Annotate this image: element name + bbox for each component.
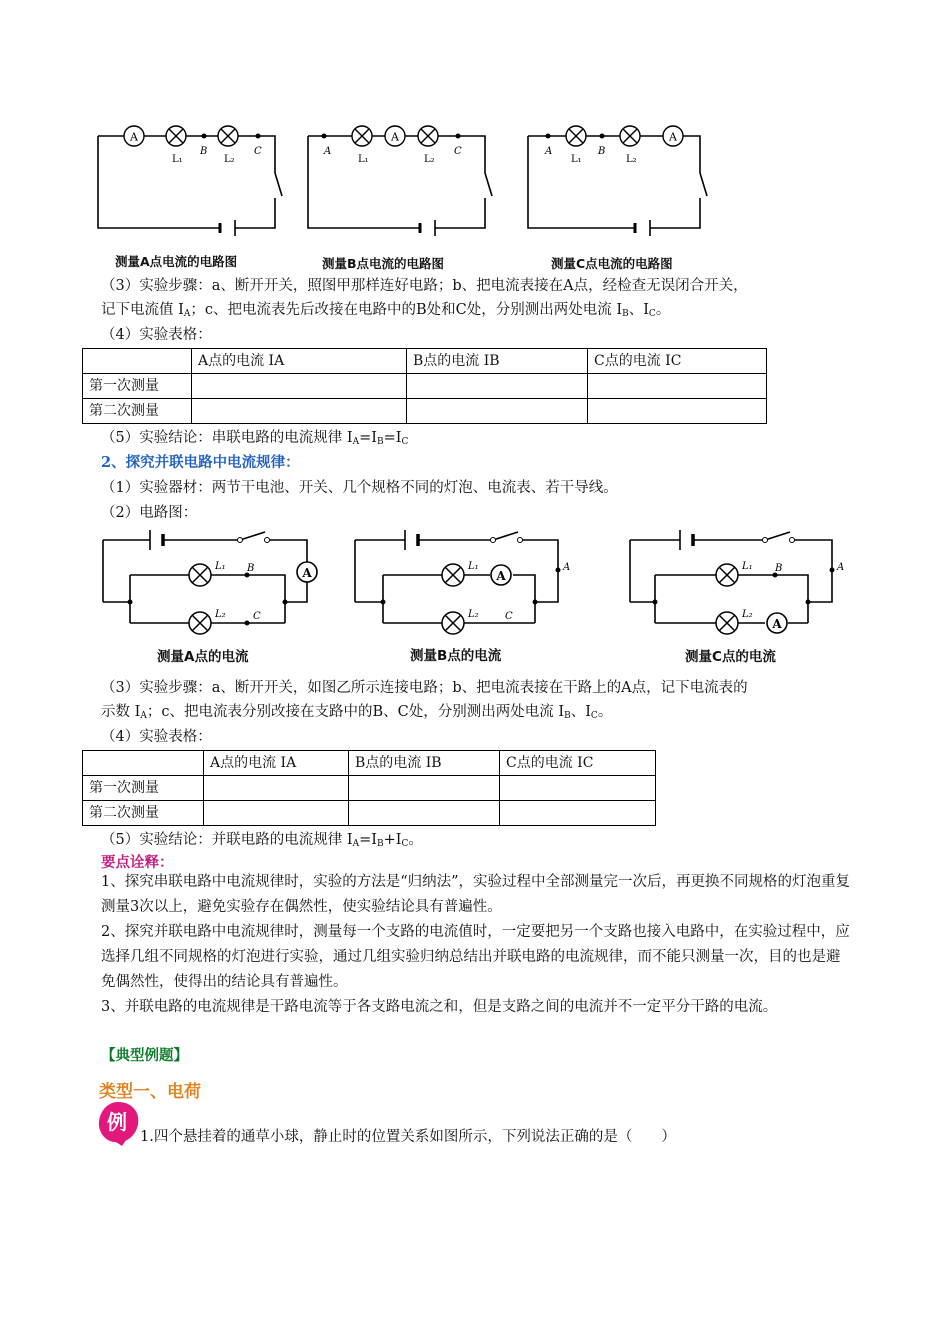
svg-text:L₂: L₂ (215, 609, 226, 620)
svg-text:C: C (454, 146, 462, 157)
svg-text:A: A (302, 566, 312, 580)
svg-text:A: A (545, 146, 553, 157)
parallel-step4: （4）实验表格： (101, 729, 212, 745)
series-step3-line1: （3）实验步骤：a、断开开关，照图甲那样连好电路；b、把电流表接在A点，经检查无误闭合开关， (101, 278, 748, 294)
notes-p3: 3、并联电路的电流规律是干路电流等于各支路电流之和，但是支路之间的电流并不一定平分干路的电流。 (101, 999, 778, 1015)
svg-text:C: C (505, 611, 513, 622)
svg-text:L₁: L₁ (358, 154, 369, 165)
svg-text:B: B (200, 146, 208, 157)
svg-text:L₁: L₁ (571, 154, 582, 165)
svg-text:A: A (837, 562, 845, 573)
parallel-table (82, 750, 656, 826)
parallel-conclusion: （5）实验结论：并联电路的电流规律 $I_A=I_B+I_C$。 (101, 832, 423, 849)
svg-text:L₁: L₁ (742, 561, 753, 572)
parallel-step1: （1）实验器材：两节干电池、开关、几个规格不同的灯泡、电流表、若干导线。 (101, 480, 618, 496)
svg-text:A: A (391, 130, 399, 144)
table-row: 第二次测量 (83, 399, 767, 424)
notes-p1: 1、探究串联电路中电流规律时，实验的方法是“归纳法”，实验过程中全部测量完一次后，再更换不同规格的灯泡重复测量3次以上，避免实验存在偶然性，使实验结论具有普遍性。 (101, 874, 851, 915)
series-step3-line2: 记下电流值 $I_A$；c、把电流表先后改接在电路中的B处和C处，分别测出两处电流 $I_B$、$I_C$。 (101, 302, 671, 319)
parallel-circuit-diagrams (95, 525, 855, 645)
svg-text:B: B (598, 146, 606, 157)
caption-parallel-b: 测量B点的电流 (410, 648, 502, 664)
caption-parallel-a: 测量A点的电流 (157, 649, 249, 665)
svg-text:A: A (563, 562, 571, 573)
notes-heading: 要点诠释： (101, 854, 174, 871)
caption-series-a: 测量A点电流的电路图 (115, 254, 238, 269)
table-row: 第一次测量 (83, 776, 656, 801)
series-conclusion: （5）实验结论：串联电路的电流规律 $I_A=I_B=I_C$ (101, 430, 409, 447)
question-1: 1.四个悬挂着的通草小球，静止时的位置关系如图所示，下列说法正确的是（ ） (140, 1129, 676, 1145)
example-badge-icon (96, 1100, 142, 1146)
parallel-step3-line1: （3）实验步骤：a、断开开关，如图乙所示连接电路；b、把电流表接在干路上的A点，记下电流表的 (101, 680, 748, 696)
svg-text:L₂: L₂ (224, 154, 235, 165)
svg-text:A: A (772, 617, 782, 631)
svg-text:C: C (254, 146, 262, 157)
series-table (82, 348, 767, 424)
svg-text:C: C (253, 611, 261, 622)
type1-heading: 类型一、电荷 (99, 1082, 201, 1102)
table-row: A点的电流 IA B点的电流 IB C点的电流 IC (83, 349, 767, 374)
series-step4: （4）实验表格： (101, 327, 212, 343)
svg-text:例: 例 (107, 1110, 127, 1134)
svg-text:L₂: L₂ (468, 609, 479, 620)
table-row: 第一次测量 (83, 374, 767, 399)
svg-text:B: B (775, 563, 783, 574)
svg-text:A: A (324, 146, 332, 157)
svg-text:L₁: L₁ (215, 561, 226, 572)
parallel-heading: 2、探究并联电路中电流规律： (101, 454, 300, 471)
svg-text:B: B (247, 563, 255, 574)
examples-heading: 【典型例题】 (101, 1047, 188, 1064)
svg-text:L₂: L₂ (742, 609, 753, 620)
svg-text:L₂: L₂ (424, 154, 435, 165)
svg-text:L₂: L₂ (626, 154, 637, 165)
caption-series-c: 测量C点电流的电路图 (551, 256, 673, 271)
parallel-step2: （2）电路图： (101, 505, 198, 521)
table-row: A点的电流 IA B点的电流 IB C点的电流 IC (83, 751, 656, 776)
svg-text:A: A (669, 130, 677, 144)
parallel-step3-line2: 示数 $I_A$；c、把电流表分别改接在支路中的B、C处，分别测出两处电流 $I_B$、$I_C$。 (101, 704, 613, 721)
ammeter-label: A (130, 130, 138, 144)
caption-parallel-c: 测量C点的电流 (685, 649, 776, 665)
notes-p2: 2、探究并联电路中电流规律时，测量每一个支路的电流值时，一定要把另一个支路也接入电路中，在实验过程中，应选择几组不同规格的灯泡进行实验，通过几组实验归纳总结出并联电路的电流规律，而不能只测量一次，目的也是避免偶然性，使得出的结论具有普遍性。 (101, 924, 850, 990)
caption-series-b: 测量B点电流的电路图 (322, 256, 445, 271)
svg-text:L₁: L₁ (468, 561, 479, 572)
svg-text:A: A (496, 569, 506, 583)
svg-text:L₁: L₁ (172, 154, 183, 165)
table-row: 第二次测量 (83, 801, 656, 826)
